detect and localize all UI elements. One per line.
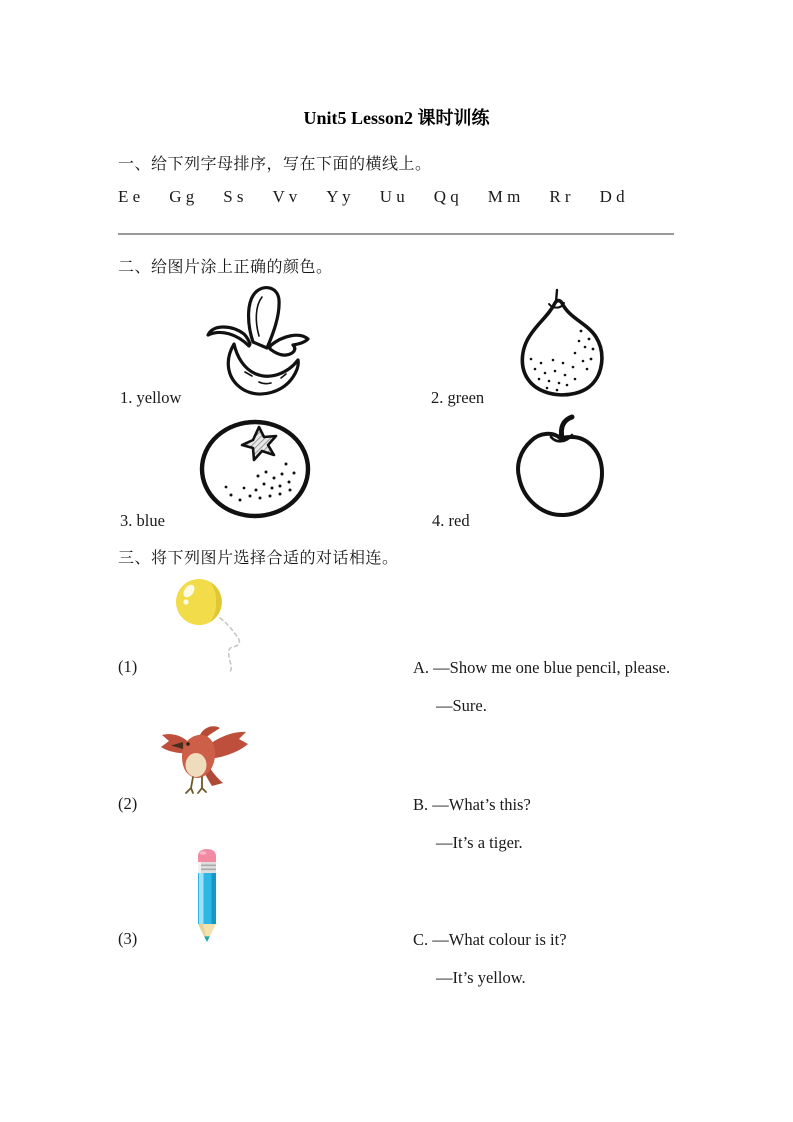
match-number-1: (1) — [118, 657, 138, 676]
pencil-icon — [191, 848, 223, 948]
letter-pair: M m — [487, 187, 521, 206]
dialog-a — [413, 657, 703, 716]
dialog-c — [413, 929, 703, 988]
letter-pair: V v — [272, 187, 298, 206]
apple-line-art — [506, 413, 612, 521]
letter-pair: Q q — [433, 187, 459, 206]
bird-icon — [158, 719, 252, 797]
dialog-b-line2: —It’s a tiger. — [436, 833, 523, 852]
letter-pair: S s — [223, 187, 244, 206]
section2-heading: 二、给图片涂上正确的颜色。 — [118, 259, 333, 276]
page-title: Unit5 Lesson2 课时训练 — [303, 108, 490, 128]
section1-heading: 一、给下列字母排序，写在下面的横线上。 — [118, 156, 432, 173]
letter-pair: E e — [118, 187, 141, 206]
letter-pair: Y y — [326, 187, 351, 206]
yellow-balloon — [172, 576, 252, 678]
letter-pair: D d — [599, 187, 625, 206]
apple-icon — [506, 413, 612, 521]
orange-line-art — [196, 416, 316, 520]
letter-pair: U u — [379, 187, 405, 206]
letter-pair: G g — [169, 187, 195, 206]
letter-sequence — [118, 187, 625, 207]
pear-line-art — [503, 287, 611, 403]
color-label-2: 2. green — [431, 388, 485, 407]
letter-pair: R r — [549, 187, 571, 206]
color-label-1: 1. yellow — [120, 388, 182, 407]
dialog-b — [413, 794, 703, 853]
banana-line-art — [193, 283, 325, 403]
pear-icon — [503, 287, 611, 403]
blue-pencil — [191, 848, 223, 948]
balloon-icon — [172, 576, 252, 678]
orange-icon — [196, 416, 316, 520]
dialog-c-line1: C. —What colour is it? — [413, 930, 567, 949]
dialog-a-line2: —Sure. — [436, 696, 487, 715]
color-label-4: 4. red — [432, 511, 470, 530]
color-label-3: 3. blue — [120, 511, 165, 530]
answer-line — [118, 233, 674, 235]
red-bird — [158, 719, 252, 797]
dialog-a-line1: A. —Show me one blue pencil, please. — [413, 658, 671, 677]
dialog-c-line2: —It’s yellow. — [436, 968, 526, 987]
dialog-b-line1: B. —What’s this? — [413, 795, 531, 814]
section3-heading: 三、将下列图片选择合适的对话相连。 — [118, 550, 399, 567]
banana-icon — [193, 283, 325, 403]
match-number-3: (3) — [118, 929, 138, 948]
match-number-2: (2) — [118, 794, 138, 813]
